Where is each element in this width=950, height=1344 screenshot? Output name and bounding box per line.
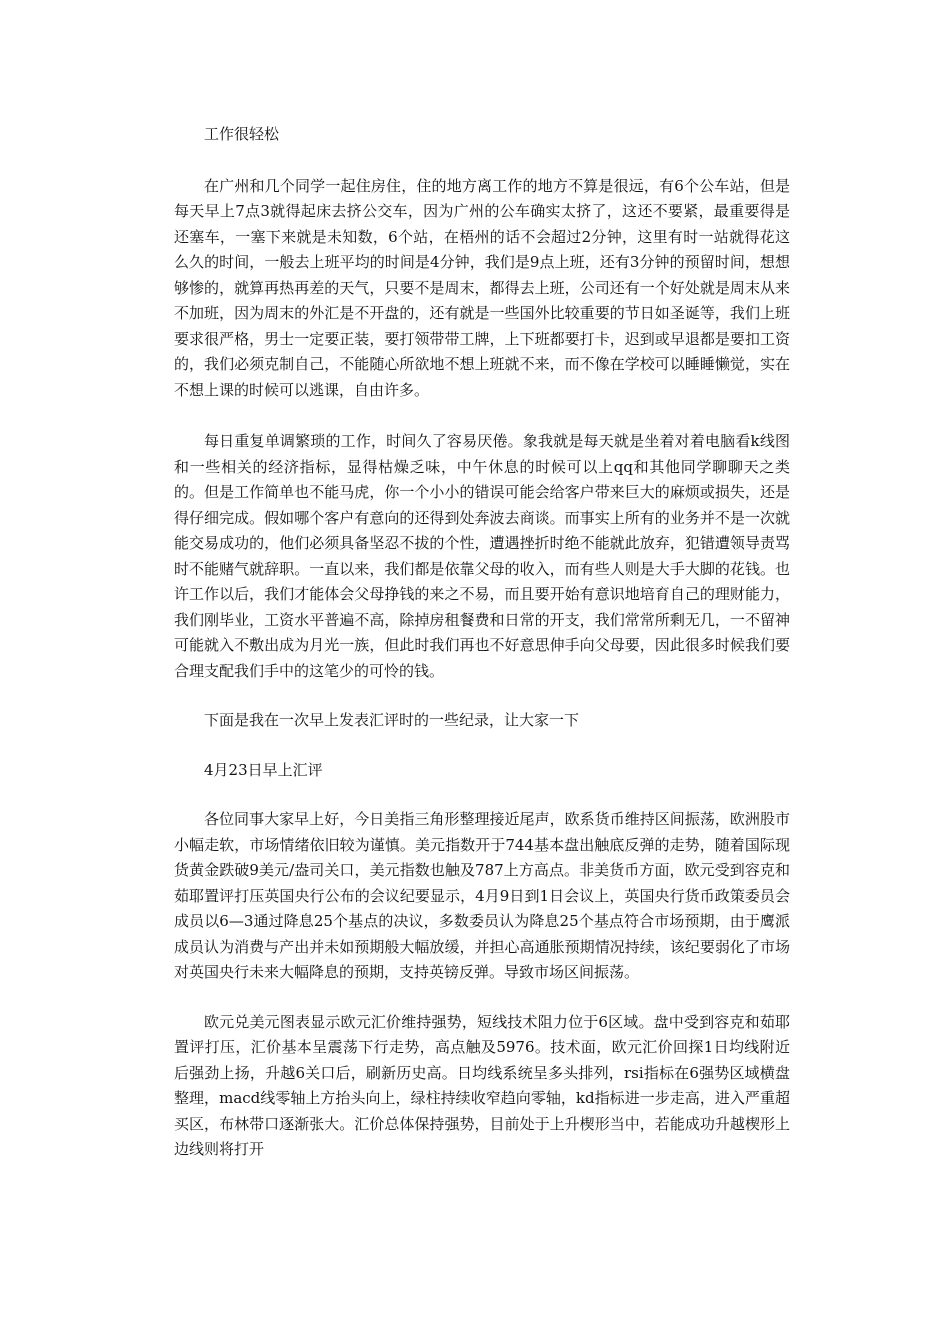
intro-line: 下面是我在一次早上发表汇评时的一些纪录，让大家一下: [204, 711, 580, 729]
document-title: 工作很轻松: [204, 125, 280, 143]
paragraph-daily-work: 每日重复单调繁琐的工作，时间久了容易厌倦。象我就是每天就是坐着对着电脑看k线图和一些相关的经济指标，显得枯燥乏味，中午休息的时候可以上qq和其他同学聊聊天之类的。但是工作简单也不能马虎，你一个小小的错误可能会给客户带来巨大的麻烦或损失，还是得仔细完成。假如哪个客户有意向的还得到处奔波去商谈。而事实上所有的业务并不是一次就能交易成功的，他们必须具备坚忍不拔的个性，遭遇挫折时绝不能就此放弃，犯错遭领导责骂时不能赌气就辞职。一直以来，我们都是依靠父母的收入，而有些人则是大手大脚的花钱。也许工作以后，我们才能体会父母挣钱的来之不易，而且要开始有意识地培育自己的理财能力，我们刚毕业，工资水平普遍不高，除掉房租餐费和日常的开支，我们常常所剩无几，一不留神可能就入不敷出成为月光一族，但此时我们再也不好意思伸手向父母要，因此很多时候我们要合理支配我们手中的这笔少的可怜的钱。: [174, 432, 790, 680]
report-paragraph-eurusd: 欧元兑美元图表显示欧元汇价维持强势，短线技术阻力位于6区域。盘中受到容克和茹耶置评打压，汇价基本呈震荡下行走势，高点触及5976。技术面，欧元汇价回探1日均线附近后强劲上扬，升越6关口后，刷新历史高。日均线系统呈多头排列，rsi指标在6强势区域横盘整理，macd线零轴上方抬头向上，绿柱持续收窄趋向零轴，kd指标进一步走高，进入严重超买区，布林带口逐渐张大。汇价总体保持强势，目前处于上升楔形当中，若能成功升越楔形上边线则将打开: [174, 1012, 790, 1158]
spacer: [174, 403, 790, 429]
report-subtitle: 4月23日早上汇评: [204, 760, 323, 779]
spacer: [174, 783, 790, 807]
spacer: [174, 148, 790, 174]
document-body: [174, 122, 790, 1163]
paragraph-commute: 在广州和几个同学一起住房住，住的地方离工作的地方不算是很远，有6个公车站，但是每天早上7点3就得起床去挤公交车，因为广州的公车确实太挤了，这还不要紧，最重要得是还塞车，一塞下来就是未知数，6个站，在梧州的话不会超过2分钟，这里有时一站就得花这么久的时间，一般去上班平均的时间是4分钟，我们是9点上班，还有3分钟的预留时间，想想够惨的，就算再热再差的天气，只要不是周末，都得去上班，公司还有一个好处就是周末从来不加班，因为周末的外汇是不开盘的，还有就是一些国外比较重要的节日如圣诞等，我们上班要求很严格，男士一定要正装，要打领带带工牌，上下班都要打卡，迟到或早退都是要扣工资的，我们必须克制自己，不能随心所欲地不想上班就不来，而不像在学校可以睡睡懒觉，实在不想上课的时候可以逃课，自由许多。: [174, 176, 790, 399]
report-paragraph-market: 各位同事大家早上好，今日美指三角形整理接近尾声，欧系货币维持区间振荡，欧洲股市小幅走软，市场情绪依旧较为谨慎。美元指数开于744基本盘出触底反弹的走势，随着国际现货黄金跌破9美元/盎司关口，美元指数也触及787上方高点。非美货币方面，欧元受到容克和茹耶置评打压英国央行公布的会议纪要显示，4月9日到1日会议上，英国央行货币政策委员会成员以6—3通过降息25个基点的决议，多数委员认为降息25个基点符合市场预期，由于鹰派成员认为消费与产出并未如预期般大幅放缓，并担心高通胀预期情况持续，该纪要弱化了市场对英国央行未来大幅降息的预期，支持英镑反弹。导致市场区间振荡。: [174, 810, 790, 981]
spacer: [174, 684, 790, 708]
spacer: [174, 734, 790, 758]
spacer: [174, 986, 790, 1010]
